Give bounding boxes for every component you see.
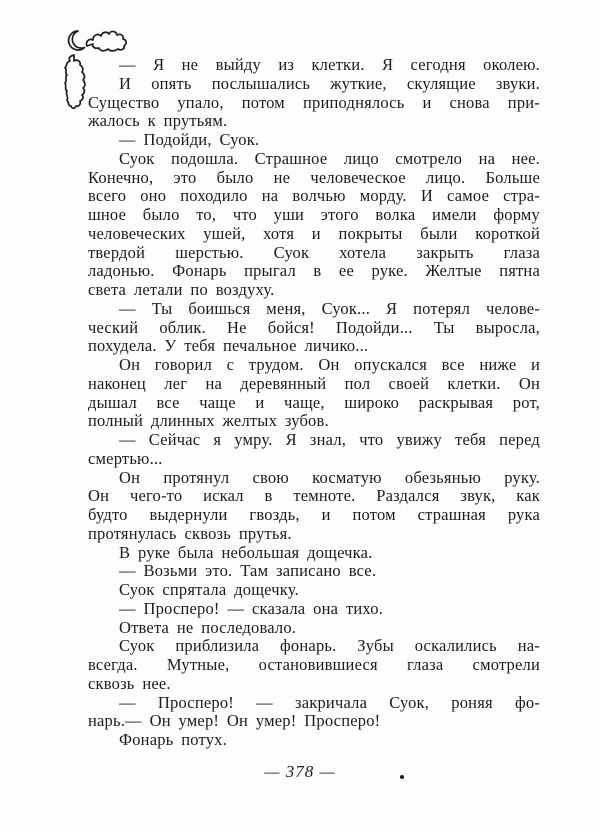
text-line: — Просперо! — закричала Суок, роняя фо-: [119, 692, 540, 712]
text-line: Он протянул свою косматую обезьянью руку.: [119, 467, 540, 487]
text-line: — Сейчас я умру. Я знал, что увижу тебя перед: [119, 430, 540, 449]
cloud-icon: [86, 31, 126, 50]
page-number: — 378 —: [264, 762, 336, 781]
text-line: Существо упало, потом приподнялось и снова при-: [88, 92, 540, 112]
text-line: Конечно, это было не человеческое лицо. Больше: [88, 167, 540, 187]
text-line: всего оно походило на волчью морду. И самое стра-: [88, 186, 540, 206]
text-line: дышал все чаще и чаще, широко раскрывая рот,: [88, 392, 540, 412]
text-line: И опять послышались жуткие, скулящие звуки.: [119, 73, 540, 93]
text-line: — Я не выйду из клетки. Я сегодня околею.: [119, 55, 540, 74]
text-line: Суок подошла. Страшное лицо смотрело на нее.: [119, 148, 540, 168]
text-line: — Ты боишься меня, Суок... Я потерял челове-: [119, 298, 540, 318]
text-line: В руке была небольшая дощечка.: [119, 542, 373, 562]
crescent-moon-icon: [69, 31, 85, 50]
text-line: твердой шерстью. Суок хотела закрыть глаза: [88, 242, 540, 262]
text-line: Он чего-то искал в темноте. Раздался звук, как: [88, 486, 540, 506]
text-line: всегда. Мутные, остановившиеся глаза смотрели: [88, 655, 540, 674]
text-line: Суок приблизила фонарь. Зубы оскалились на-: [119, 636, 540, 656]
text-line: Он говорил с трудом. Он опускался все ниже и: [119, 355, 540, 374]
text-line: похудела. У тебя печальное личико...: [88, 336, 369, 356]
text-line: ческий облик. Не бойся! Подойди... Ты выросла,: [88, 317, 540, 337]
bush-sketch-icon: [65, 55, 85, 108]
text-line: смертью...: [88, 448, 163, 468]
text-line: будто выдернули гвоздь, и потом страшная рука: [88, 505, 540, 524]
text-line: Фонарь потух.: [119, 730, 227, 749]
text-line: шное было то, что уши этого волка имели форму: [88, 205, 540, 224]
text-line: — Возьми это. Там записано все.: [119, 561, 377, 581]
ink-speck: [400, 775, 404, 779]
text-block: [88, 56, 540, 750]
text-line: протянулась сквозь прутья.: [88, 523, 292, 543]
text-line: ладонью. Фонарь прыгал в ее руке. Желтые пятна: [88, 261, 540, 281]
text-line: жалось к прутьям.: [88, 111, 228, 131]
text-line: человеческих ушей, хотя и покрыты были короткой: [88, 223, 540, 243]
text-line: сквозь нее.: [88, 673, 171, 693]
text-line: полный длинных желтых зубов.: [88, 411, 329, 431]
text-line: Ответа не последовало.: [119, 617, 297, 637]
text-line: — Просперо! — сказала она тихо.: [119, 598, 384, 618]
text-line: нарь.— Он умер! Он умер! Просперо!: [88, 711, 381, 731]
text-line: Суок спрятала дощечку.: [119, 580, 299, 599]
text-line: — Подойди, Суок.: [119, 130, 260, 149]
text-line: наконец лег на деревянный пол своей клетки. Он: [88, 373, 540, 393]
text-line: света летали по воздуху.: [88, 280, 275, 299]
